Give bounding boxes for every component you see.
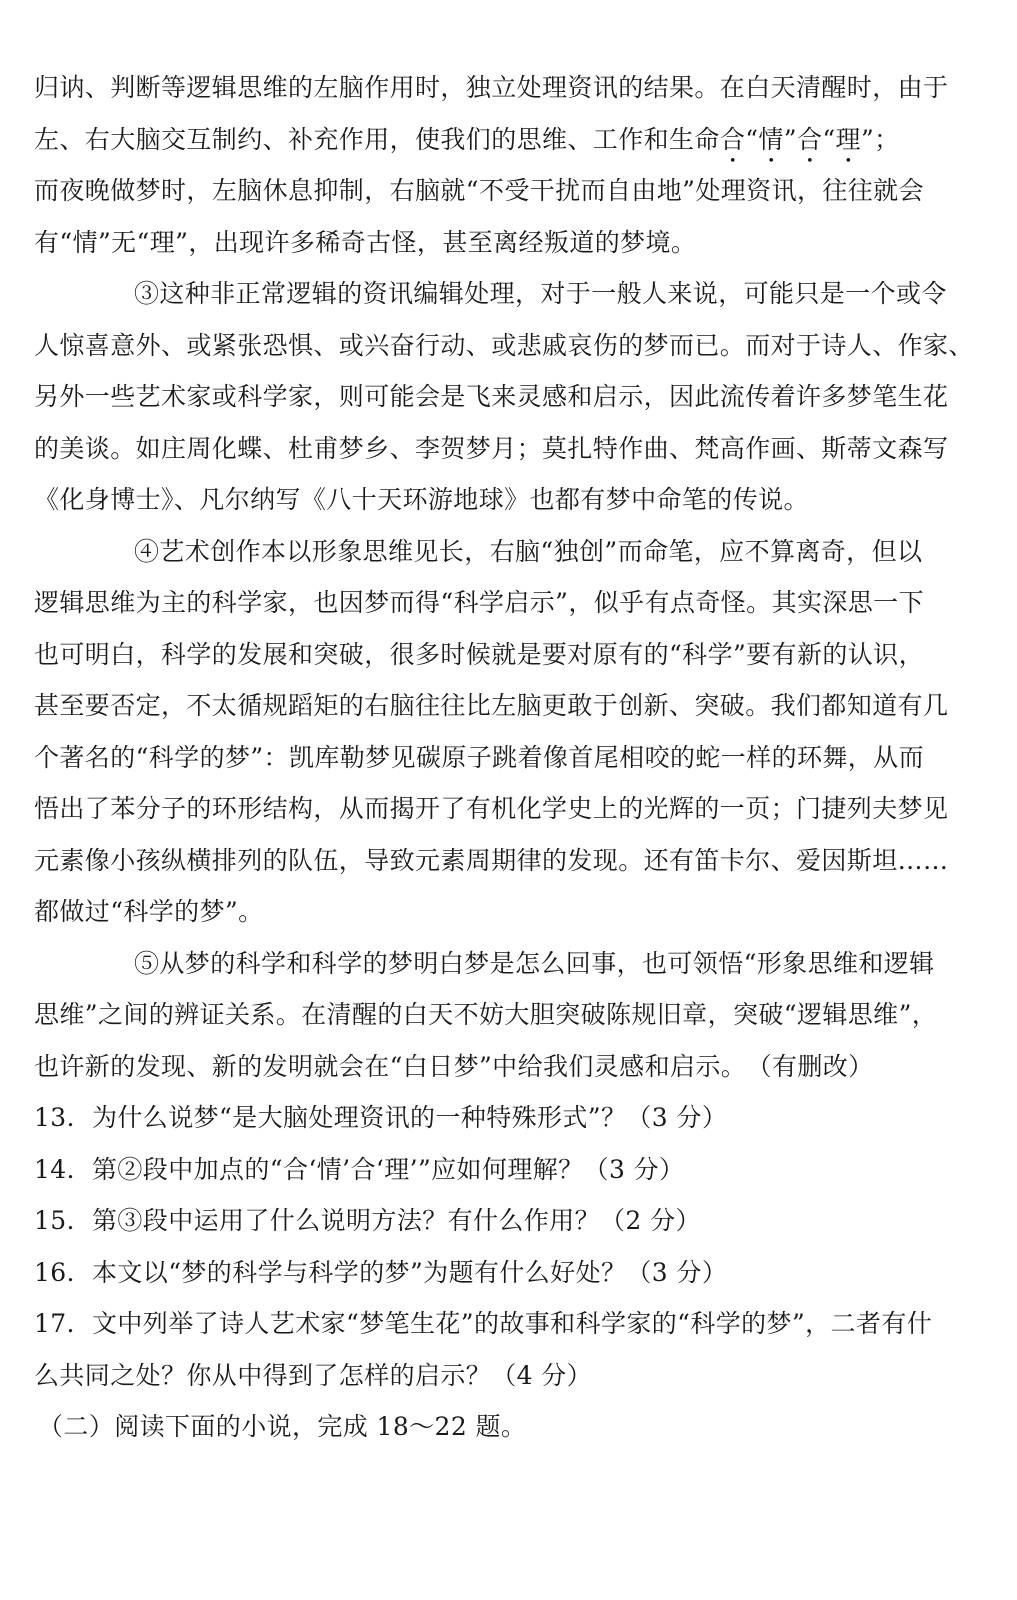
text-line: 归讷、判断等逻辑思维的左脑作用时，独立处理资讯的结果。在白天清醒时，由于	[34, 73, 949, 102]
question-17-continued: 么共同之处？你从中得到了怎样的启示？（4 分）	[34, 1360, 593, 1390]
paragraph-5	[34, 938, 989, 1093]
text-line: ④艺术创作本以形象思维见长，右脑“独创”而命笔，应不算离奇，但以	[134, 536, 923, 566]
text-line: 人惊喜意外、或紧张恐惧、或兴奋行动、或悲戚哀伤的梦而已。而对于诗人、作家、	[34, 330, 974, 360]
paragraph-4	[34, 526, 989, 938]
text-line: 思维”之间的辨证关系。在清醒的白天不妨大胆突破陈规旧章，突破“逻辑思维”，	[34, 1000, 938, 1029]
text-line: 而夜晚做梦时，左脑休息抑制，右脑就“不受干扰而自由地”处理资讯，往往就会	[34, 176, 924, 205]
text-line: 悟出了苯分子的环形结构，从而揭开了有机化学史上的光辉的一页；门捷列夫梦见	[34, 794, 949, 823]
text-line: 《化身博士》、凡尔纳写《八十天环游地球》也都有梦中命笔的传说。	[34, 485, 809, 514]
question-17: 17．文中列举了诗人艺术家“梦笔生花”的故事和科学家的“科学的梦”，二者有什	[34, 1309, 933, 1338]
text-segment: 左、右大脑交互制约、补充作用，使我们的思维、工作和生命	[34, 124, 720, 154]
text-segment: ；	[874, 124, 900, 154]
text-line: 另外一些艺术家或科学家，则可能会是飞来灵感和启示，因此流传着许多梦笔生花	[34, 382, 949, 411]
question-list	[34, 1092, 989, 1401]
section-heading: （二）阅读下面的小说，完成 18～22 题。	[38, 1412, 527, 1441]
emphasized-phrase: 合“情”合“理”	[719, 124, 875, 154]
text-line: 逻辑思维为主的科学家，也因梦而得“科学启示”，似乎有点奇怪。其实深思一下	[34, 588, 924, 617]
text-line: 元素像小孩纵横排列的队伍，导致元素周期律的发现。还有笛卡尔、爱因斯坦……	[34, 845, 949, 875]
text-line: 也许新的发现、新的发明就会在“白日梦”中给我们灵感和启示。 （有删改）	[34, 1051, 874, 1081]
question-14: 14．第②段中加点的“合‘情’合‘理’”应如何理解？（3 分）	[34, 1154, 685, 1184]
question-15: 15．第③段中运用了什么说明方法？有什么作用？（2 分）	[34, 1206, 701, 1235]
text-line: ③这种非正常逻辑的资讯编辑处理，对于一般人来说，可能只是一个或令	[134, 279, 947, 308]
text-line: 也可明白，科学的发展和突破，很多时候就是要对原有的“科学”要有新的认识，	[34, 639, 924, 669]
text-line: 有“情”无“理”，出现许多稀奇古怪，甚至离经叛道的梦境。	[34, 227, 697, 257]
paragraph-3	[34, 268, 989, 526]
question-13: 13．为什么说梦“是大脑处理资讯的一种特殊形式”？（3 分）	[34, 1103, 728, 1132]
exam-page	[34, 62, 989, 1453]
paragraph-2-continued	[34, 62, 989, 268]
text-line: 的美谈。如庄周化蝶、杜甫梦乡、李贺梦月；莫扎特作曲、梵高作画、斯蒂文森写	[34, 433, 949, 463]
text-line	[34, 114, 989, 166]
text-line: 都做过“科学的梦”。	[34, 897, 264, 926]
text-line: 甚至要否定，不太循规蹈矩的右脑往往比左脑更敢于创新、突破。我们都知道有几	[34, 691, 949, 720]
text-line: 个著名的“科学的梦”：凯库勒梦见碳原子跳着像首尾相咬的蛇一样的环舞，从而	[34, 742, 924, 772]
question-16: 16．本文以“梦的科学与科学的梦”为题有什么好处？（3 分）	[34, 1257, 728, 1287]
text-line: ⑤从梦的科学和科学的梦明白梦是怎么回事，也可领悟“形象思维和逻辑	[134, 948, 935, 978]
